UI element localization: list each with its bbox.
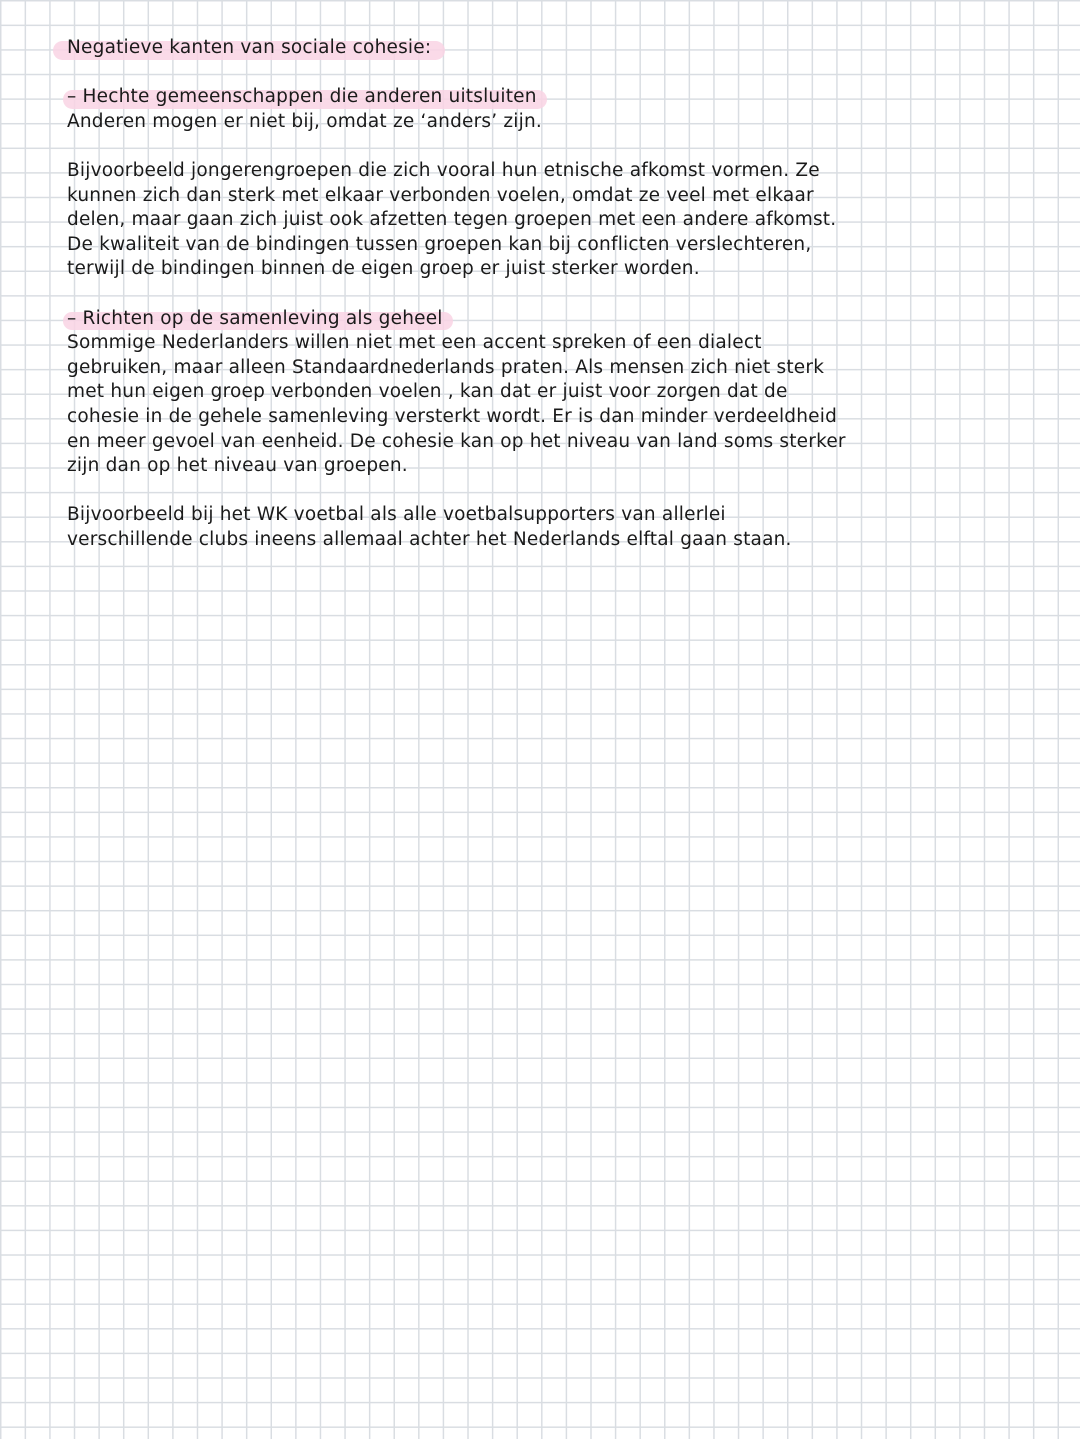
section-heading-1: – Hechte gemeenschappen die anderen uitsluiten	[67, 85, 537, 110]
spacer	[67, 61, 867, 86]
title-line	[67, 36, 867, 61]
paragraph-line: en meer gevoel van eenheid. De cohesie kan op het niveau van land soms sterker	[67, 430, 846, 452]
paragraph-line: zijn dan op het niveau van groepen.	[67, 455, 408, 477]
page-title: Negatieve kanten van sociale cohesie:	[67, 36, 431, 61]
paragraph-line: Anderen mogen er niet bij, omdat ze ‘anders’ zijn.	[67, 110, 542, 132]
spacer	[67, 479, 867, 504]
heading-line	[67, 85, 867, 110]
spacer	[67, 134, 867, 159]
spacer	[67, 282, 867, 307]
section-heading-2: – Richten op de samenleving als geheel	[67, 307, 443, 332]
paragraph-line: delen, maar gaan zich juist ook afzetten tegen groepen met een andere afkomst.	[67, 209, 837, 231]
paragraph-line: cohesie in de gehele samenleving versterkt wordt. Er is dan minder verdeeldheid	[67, 405, 838, 427]
paragraph-line: gebruiken, maar alleen Standaardnederlands praten. Als mensen zich niet sterk	[67, 356, 825, 378]
heading-line	[67, 307, 867, 332]
paragraph-line: Sommige Nederlanders willen niet met een accent spreken of een dialect	[67, 332, 762, 354]
paragraph-line: De kwaliteit van de bindingen tussen groepen kan bij conflicten verslechteren,	[67, 233, 812, 255]
paragraph-line: Bijvoorbeeld bij het WK voetbal als alle voetbalsupporters van allerlei	[67, 504, 726, 526]
paragraph-line: kunnen zich dan sterk met elkaar verbonden voelen, omdat ze veel met elkaar	[67, 184, 814, 206]
paragraph-line: met hun eigen groep verbonden voelen , kan dat er juist voor zorgen dat de	[67, 381, 788, 403]
paragraph-line: terwijl de bindingen binnen de eigen groep er juist sterker worden.	[67, 258, 700, 280]
paragraph-line: Bijvoorbeeld jongerengroepen die zich vooral hun etnische afkomst vormen. Ze	[67, 159, 820, 181]
paragraph-line: verschillende clubs ineens allemaal achter het Nederlands elftal gaan staan.	[67, 528, 792, 550]
note-page	[67, 36, 867, 552]
